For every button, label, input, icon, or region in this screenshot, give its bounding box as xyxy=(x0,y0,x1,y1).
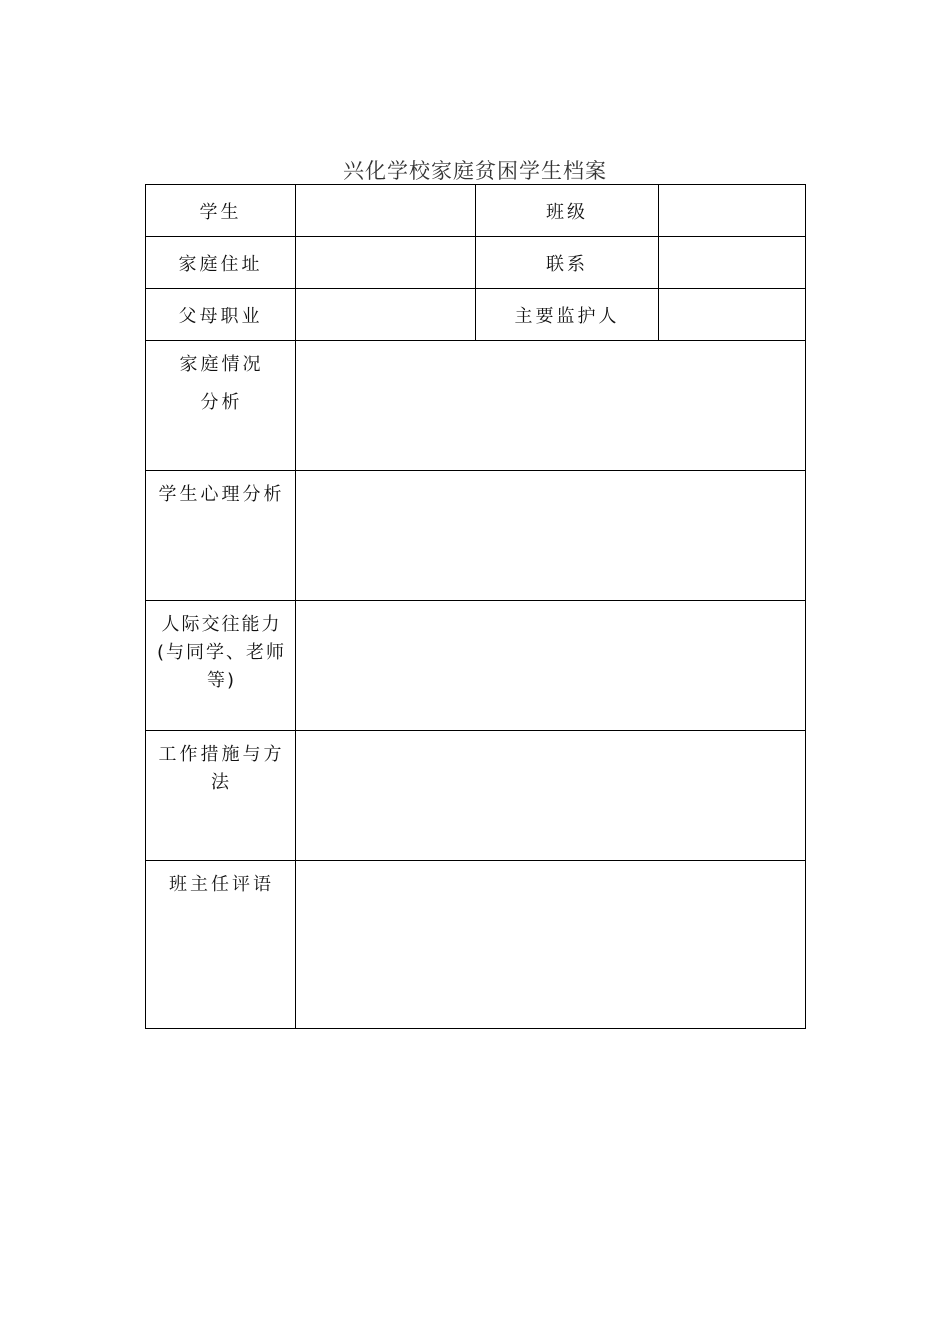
row-social-ability xyxy=(146,601,806,731)
label-home-address: 家庭住址 xyxy=(146,237,296,289)
label-social-ability xyxy=(146,601,296,731)
field-family-analysis[interactable] xyxy=(296,341,806,471)
label-family-analysis xyxy=(146,341,296,471)
label-social-ability-line2: (与同学、老师 xyxy=(156,642,287,663)
field-home-address[interactable] xyxy=(296,237,476,289)
field-psych-analysis[interactable] xyxy=(296,471,806,601)
label-family-analysis-line1: 家庭情况 xyxy=(179,354,264,375)
label-student: 学生 xyxy=(146,185,296,237)
label-work-measures-line1: 工作措施与方 xyxy=(158,744,285,765)
label-psych-analysis-text: 学生心理分析 xyxy=(158,484,285,505)
row-work-measures xyxy=(146,731,806,861)
row-occupation-guardian xyxy=(146,289,806,341)
field-main-guardian[interactable] xyxy=(659,289,806,341)
label-psych-analysis xyxy=(146,471,296,601)
row-student-class xyxy=(146,185,806,237)
field-work-measures[interactable] xyxy=(296,731,806,861)
field-class[interactable] xyxy=(659,185,806,237)
label-family-analysis-line2: 分析 xyxy=(200,392,243,413)
label-work-measures xyxy=(146,731,296,861)
label-class: 班级 xyxy=(476,185,659,237)
label-teacher-comment xyxy=(146,861,296,1029)
field-social-ability[interactable] xyxy=(296,601,806,731)
row-teacher-comment xyxy=(146,861,806,1029)
label-social-ability-line3: 等) xyxy=(206,670,237,691)
field-contact[interactable] xyxy=(659,237,806,289)
label-social-ability-line1: 人际交往能力 xyxy=(161,614,282,635)
student-archive-form xyxy=(145,184,806,1029)
label-contact: 联系 xyxy=(476,237,659,289)
field-parent-occupation[interactable] xyxy=(296,289,476,341)
label-teacher-comment-text: 班主任评语 xyxy=(169,874,274,895)
row-family-analysis xyxy=(146,341,806,471)
label-main-guardian: 主要监护人 xyxy=(476,289,659,341)
row-address-contact xyxy=(146,237,806,289)
field-teacher-comment[interactable] xyxy=(296,861,806,1029)
label-parent-occupation: 父母职业 xyxy=(146,289,296,341)
row-psych-analysis xyxy=(146,471,806,601)
field-student[interactable] xyxy=(296,185,476,237)
document-title: 兴化学校家庭贫困学生档案 xyxy=(343,159,607,183)
label-work-measures-line2: 法 xyxy=(211,772,232,793)
